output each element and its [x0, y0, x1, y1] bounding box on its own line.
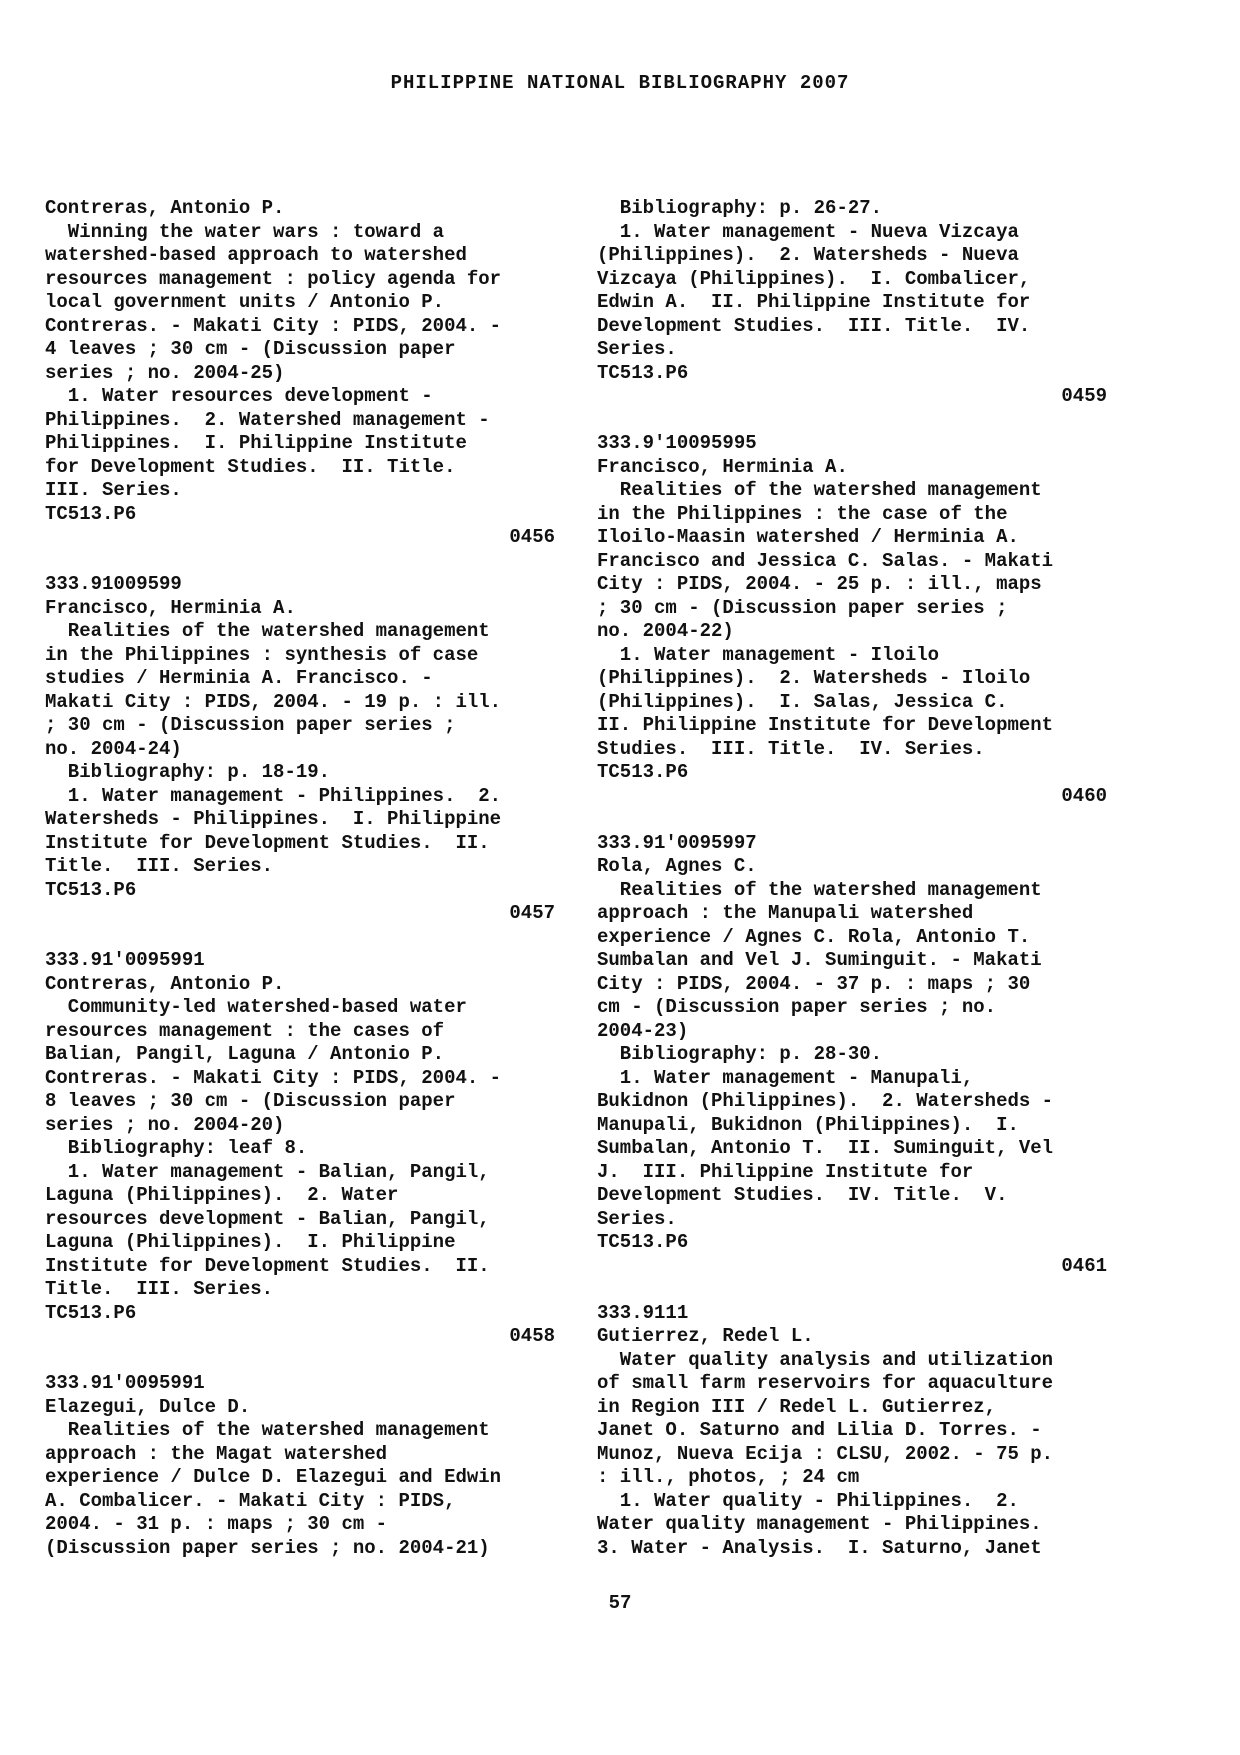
right-column	[597, 197, 1107, 1560]
entry-line: Bibliography: p. 26-27.	[597, 197, 883, 219]
entry-line: Series.	[597, 1207, 677, 1230]
entry-line: Sumbalan and Vel J. Suminguit. - Makati	[597, 949, 1042, 971]
entry-line: Gutierrez, Redel L.	[597, 1325, 814, 1347]
entry-line: studies / Herminia A. Francisco. -	[45, 667, 433, 689]
entry-line: J. III. Philippine Institute for	[597, 1160, 974, 1183]
entry-line: Contreras. - Makati City : PIDS, 2004. -	[45, 314, 502, 337]
entry-line: 333.91'0095991	[45, 949, 205, 971]
entry-line: no. 2004-24)	[45, 737, 182, 760]
entry-line: 8 leaves ; 30 cm - (Discussion paper	[45, 1090, 456, 1112]
entry-line: 1. Water management - Philippines. 2.	[45, 784, 502, 807]
entry-line: A. Combalicer. - Makati City : PIDS,	[45, 1489, 456, 1512]
entry-line: Munoz, Nueva Ecija : CLSU, 2002. - 75 p.	[597, 1442, 1054, 1465]
entry-number: 0456	[509, 526, 555, 548]
entry-line: TC513.P6	[597, 761, 689, 783]
entry-line: in Region III / Redel L. Gutierrez,	[597, 1395, 997, 1418]
entry-line: 2004. - 31 p. : maps ; 30 cm -	[45, 1513, 388, 1535]
entry-line: Contreras. - Makati City : PIDS, 2004. -	[45, 1066, 502, 1089]
entry-line: 1. Water management - Balian, Pangil,	[45, 1160, 490, 1183]
entry-line: TC513.P6	[597, 361, 689, 384]
entry-line: Realities of the watershed management	[45, 620, 490, 642]
entry-line: Series.	[597, 338, 677, 360]
entry-line: 1. Water quality - Philippines. 2.	[597, 1489, 1019, 1512]
entry-line: in the Philippines : the case of the	[597, 502, 1008, 525]
left-column	[45, 197, 555, 1560]
entry-line: Philippines. 2. Watershed management -	[45, 408, 490, 431]
entry-line: (Philippines). I. Salas, Jessica C.	[597, 690, 1008, 713]
entry-line: Balian, Pangil, Laguna / Antonio P.	[45, 1043, 445, 1065]
entry-line: III. Series.	[45, 479, 182, 501]
entry-line: 333.91009599	[45, 573, 182, 595]
entry-line: (Philippines). 2. Watersheds - Iloilo	[597, 667, 1031, 689]
entry-line: watershed-based approach to watershed	[45, 244, 467, 266]
entry-line: Philippines. I. Philippine Institute	[45, 432, 467, 454]
entry-line: 1. Water resources development -	[45, 385, 433, 407]
entry-line: Francisco, Herminia A.	[597, 455, 848, 478]
entry-line: 333.91'0095997	[597, 831, 757, 854]
entry-line: : ill., photos, ; 24 cm	[597, 1466, 860, 1488]
entry-line: 333.9111	[597, 1301, 689, 1324]
entry-line: 4 leaves ; 30 cm - (Discussion paper	[45, 338, 456, 360]
entry-line: resources management : policy agenda for	[45, 267, 502, 290]
entry-line: 1. Water management - Iloilo	[597, 643, 940, 666]
entry-line: TC513.P6	[45, 502, 137, 525]
entry-line: Manupali, Bukidnon (Philippines). I.	[597, 1113, 1019, 1136]
entry-number: 0458	[509, 1325, 555, 1347]
entry-line: Francisco, Herminia A.	[45, 596, 296, 619]
entry-line: local government units / Antonio P.	[45, 291, 445, 313]
entry-line: TC513.P6	[597, 1231, 689, 1253]
entry-line: resources management : the cases of	[45, 1019, 445, 1042]
entry-line: Realities of the watershed management	[597, 479, 1042, 501]
entry-line: Contreras, Antonio P.	[45, 197, 285, 219]
entry-line: Studies. III. Title. IV. Series.	[597, 737, 985, 760]
entry-line: of small farm reservoirs for aquaculture	[597, 1372, 1054, 1394]
entry-line: resources development - Balian, Pangil,	[45, 1207, 490, 1230]
blank-line	[45, 1349, 555, 1373]
entry-line: Bukidnon (Philippines). 2. Watersheds -	[597, 1090, 1054, 1112]
entry-line: (Discussion paper series ; no. 2004-21)	[45, 1536, 490, 1559]
entry-line: City : PIDS, 2004. - 37 p. : maps ; 30	[597, 972, 1031, 995]
entry-line: Institute for Development Studies. II.	[45, 1254, 490, 1277]
blank-line	[45, 550, 555, 574]
entry-line: Title. III. Series.	[45, 1278, 274, 1300]
entry-line: City : PIDS, 2004. - 25 p. : ill., maps	[597, 573, 1042, 595]
entry-line: 2004-23)	[597, 1019, 689, 1042]
entry-line: Vizcaya (Philippines). I. Combalicer,	[597, 267, 1031, 290]
entry-line: Contreras, Antonio P.	[45, 972, 285, 995]
entry-line: 3. Water - Analysis. I. Saturno, Janet	[597, 1536, 1042, 1559]
blank-line	[597, 409, 1107, 433]
entry-line: 1. Water management - Manupali,	[597, 1066, 974, 1089]
entry-line: ; 30 cm - (Discussion paper series ;	[597, 596, 1008, 619]
entry-line: approach : the Magat watershed	[45, 1442, 388, 1465]
entry-line: Edwin A. II. Philippine Institute for	[597, 291, 1031, 313]
blank-line	[597, 1278, 1107, 1302]
entry-line: in the Philippines : synthesis of case	[45, 643, 479, 666]
entry-line: 333.9'10095995	[597, 432, 757, 454]
entry-number: 0460	[1061, 784, 1107, 807]
entry-line: Winning the water wars : toward a	[45, 220, 445, 243]
page-header: PHILIPPINE NATIONAL BIBLIOGRAPHY 2007	[390, 72, 850, 94]
entry-line: for Development Studies. II. Title.	[45, 455, 456, 478]
entry-line: II. Philippine Institute for Development	[597, 714, 1054, 736]
entry-line: Water quality analysis and utilization	[597, 1348, 1054, 1371]
entry-line: Elazegui, Dulce D.	[45, 1395, 251, 1418]
entry-line: 1. Water management - Nueva Vizcaya	[597, 220, 1019, 243]
blank-line	[45, 926, 555, 950]
entry-line: Institute for Development Studies. II.	[45, 831, 490, 854]
entry-line: experience / Dulce D. Elazegui and Edwin	[45, 1466, 502, 1488]
entry-line: ; 30 cm - (Discussion paper series ;	[45, 714, 456, 736]
entry-line: 333.91'0095991	[45, 1372, 205, 1394]
entry-line: Bibliography: p. 28-30.	[597, 1043, 883, 1065]
entry-line: Community-led watershed-based water	[45, 996, 467, 1018]
entry-line: Water quality management - Philippines.	[597, 1513, 1042, 1535]
blank-line	[597, 808, 1107, 832]
entry-line: Francisco and Jessica C. Salas. - Makati	[597, 549, 1054, 572]
entry-line: Bibliography: p. 18-19.	[45, 761, 331, 783]
entry-line: Rola, Agnes C.	[597, 855, 757, 877]
entry-number: 0459	[1061, 385, 1107, 407]
entry-line: Laguna (Philippines). 2. Water	[45, 1184, 399, 1206]
entry-line: (Philippines). 2. Watersheds - Nueva	[597, 244, 1019, 266]
entry-line: Realities of the watershed management	[45, 1419, 490, 1441]
entry-line: Janet O. Saturno and Lilia D. Torres. -	[597, 1419, 1042, 1441]
entry-line: Iloilo-Maasin watershed / Herminia A.	[597, 526, 1019, 548]
page-number: 57	[608, 1592, 632, 1614]
entry-number: 0461	[1061, 1254, 1107, 1277]
entry-number: 0457	[509, 902, 555, 924]
entry-line: approach : the Manupali watershed	[597, 902, 974, 924]
entry-line: series ; no. 2004-25)	[45, 361, 285, 384]
entry-line: Title. III. Series.	[45, 855, 274, 877]
entry-line: Watersheds - Philippines. I. Philippine	[45, 808, 502, 830]
entry-line: Bibliography: leaf 8.	[45, 1137, 308, 1159]
entry-line: no. 2004-22)	[597, 620, 734, 642]
entry-line: TC513.P6	[45, 1301, 137, 1324]
entry-line: experience / Agnes C. Rola, Antonio T.	[597, 925, 1031, 948]
entry-line: Makati City : PIDS, 2004. - 19 p. : ill.	[45, 690, 502, 713]
entry-line: Realities of the watershed management	[597, 878, 1042, 901]
entry-line: TC513.P6	[45, 878, 137, 901]
entry-line: Development Studies. IV. Title. V.	[597, 1184, 1008, 1206]
entry-line: series ; no. 2004-20)	[45, 1113, 285, 1136]
entry-line: Laguna (Philippines). I. Philippine	[45, 1231, 456, 1253]
entry-line: Development Studies. III. Title. IV.	[597, 314, 1031, 337]
entry-line: cm - (Discussion paper series ; no.	[597, 996, 997, 1018]
entry-line: Sumbalan, Antonio T. II. Suminguit, Vel	[597, 1137, 1054, 1159]
